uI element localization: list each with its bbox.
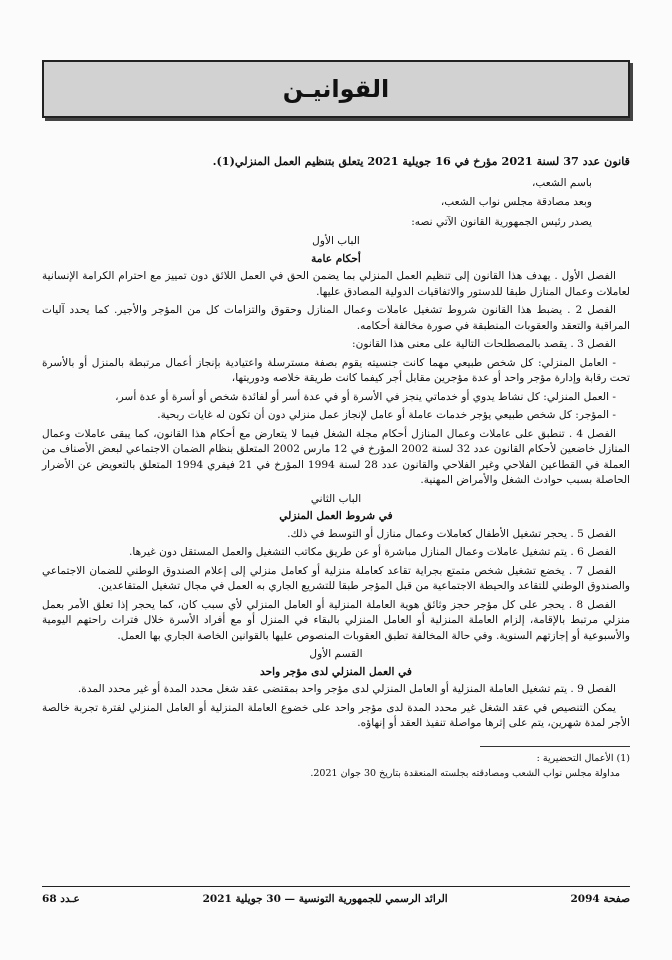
footnote-label: (1) الأعمال التحضيرية : [536, 752, 630, 764]
footnote-text: مداولة مجلس نواب الشعب ومصادقته بجلسته المنعقدة بتاريخ 30 جوان 2021. [310, 768, 620, 779]
article-paragraph: الفصل 3 . يقصد بالمصطلحات التالية على معنى هذا القانون: [352, 338, 616, 350]
article-paragraph: الفصل 4 . تنطبق على عاملات وعمال المنازل أحكام مجلة الشغل فيما لا يتعارض مع أحكام هذا القانون، كما يبقى عاملات وعمال المنازل خاضعين لأحكام القانون عدد 32 لسنة 2002 المؤرخ في 12 مارس 2002 المتعلق بنظام الضمان الاجتماعي لبعض الأصناف من العملة في القطاعين الفلاحي وغير الفلاحي والقانون عدد 28 لسنة 1994 المؤرخ في 21 فيفري 1994 المتعلق بالتعويض عن الأضرار الحاصلة بسبب حوادث الشغل والأمراض المهنية. [42, 427, 630, 486]
section-title: القوانيـن [282, 75, 390, 103]
law-intro [42, 176, 630, 231]
article-paragraph: الفصل 9 . يتم تشغيل العاملة المنزلية أو العامل المنزلي لدى مؤجر واحد بمقتضى عقد شغل محدد المدة أو غير محدد المدة. [77, 683, 616, 695]
article-paragraph: الفصل 2 . يضبط هذا القانون شروط تشغيل عاملات وعمال المنازل وحقوق والتزامات كل من المؤجر والأجير. كما يحدد آليات المراقبة والتعقد والعقوبات المنطبقة في صورة مخالفة أحكامه. [42, 304, 630, 332]
chapter-subheading: في شروط العمل المنزلي [279, 510, 393, 522]
article-paragraph: الفصل 8 . يحجر على كل مؤجر حجز وثائق هوية العاملة المنزلية أو العامل المنزلي لأي سبب كان، كما يحجر إذا تعلق الأمر بعمل منزلي مرتبط بالإقامة، إلزام العاملة المنزلية أو العامل المنزلي بالبقاء في المنزل أو مع أفراد الأسرة خلال فترات راحتهم اليومية والأسبوعية أو إجازتهم السنوية. وفي حالة المخالفة تطبق العقوبات المنصوص عليها بالقوانين الخاصة الجاري بها العمل. [42, 598, 630, 642]
footnote-divider [480, 746, 630, 747]
law-document [42, 154, 630, 782]
intro-line: يصدر رئيس الجمهورية القانون الآتي نصه: [411, 215, 592, 228]
article-paragraph: الفصل 5 . يحجر تشغيل الأطفال كعاملات وعمال منازل أو التوسط في ذلك. [287, 527, 616, 540]
definition-paragraph: - المؤجر: كل شخص طبيعي يؤجر خدمات عاملة أو عامل لإنجاز عمل منزلي دون أن تكون له غايات ربحية. [157, 409, 616, 421]
law-title: قانون عدد 37 لسنة 2021 مؤرخ في 16 جويلية 2021 يتعلق بتنظيم العمل المنزلي(1). [212, 154, 630, 168]
intro-line: وبعد مصادقة مجلس نواب الشعب، [440, 196, 592, 208]
definition-paragraph: - العامل المنزلي: كل شخص طبيعي مهما كانت جنسيته يقوم بصفة مسترسلة واعتيادية بإنجاز أعمال مرتبطة بالمنزل أو بالأسرة تحت رقابة وإدارة مؤجر واحد أو عدة مؤجرين مقابل أجر كيفما كانت طريقة خلاصه ودوريتها، [42, 356, 630, 384]
section-header-box [42, 60, 630, 118]
issue-number: عـدد 68 [42, 893, 80, 905]
article-paragraph: الفصل 7 . يخضع تشغيل شخص متمتع بجراية تقاعد كعاملة منزلية أو كعامل منزلي إلى إعلام الصندوق الوطني للضمان الاجتماعي والصندوق الوطني للتقاعد والحيطة الاجتماعية من قبل المؤجر طبقا للتشريع الجاري به العمل في مجال تشغيل المتقاعدين. [42, 564, 630, 592]
article-paragraph: الفصل الأول . يهدف هذا القانون إلى تنظيم العمل المنزلي بما يضمن الحق في العمل اللائق دون تمييز مع احترام الكرامة الإنسانية لعاملات وعمال المنازل طبقا للدستور والاتفاقيات الدولية المصادق عليها. [42, 270, 630, 298]
chapter-subheading: أحكام عامة [311, 252, 361, 265]
article-paragraph: الفصل 6 . يتم تشغيل عاملات وعمال المنازل مباشرة أو عن طريق مكاتب التشغيل والعمل المستقل دون غيرها. [129, 546, 616, 558]
intro-line: باسم الشعب، [531, 176, 592, 189]
article-paragraph: يمكن التنصيص في عقد الشغل غير محدد المدة لدى مؤجر واحد على خضوع العاملة المنزلية أو العامل المنزلي لفترة تجربة خالصة الأجر لمدة شهرين، يتم على إثرها مواصلة تنفيذ العقد أو إنهاؤه. [42, 701, 630, 729]
gazette-title: الرائد الرسمي للجمهورية التونسية — 30 جويلية 2021 [202, 893, 448, 905]
section-heading: القسم الأول [309, 648, 363, 660]
chapter-heading: الباب الأول [312, 235, 360, 247]
document-page [42, 60, 630, 782]
page-footer [42, 886, 630, 905]
definition-paragraph: - العمل المنزلي: كل نشاط يدوي أو خدماتي ينجز في الأسرة أو في عدة أسر أو لفائدة شخص أو أسرة أو عدة أسر، [115, 390, 616, 403]
section-subheading: في العمل المنزلي لدى مؤجر واحد [260, 665, 412, 678]
page-number: صفحة 2094 [570, 893, 630, 905]
chapter-heading: الباب الثاني [310, 492, 362, 505]
